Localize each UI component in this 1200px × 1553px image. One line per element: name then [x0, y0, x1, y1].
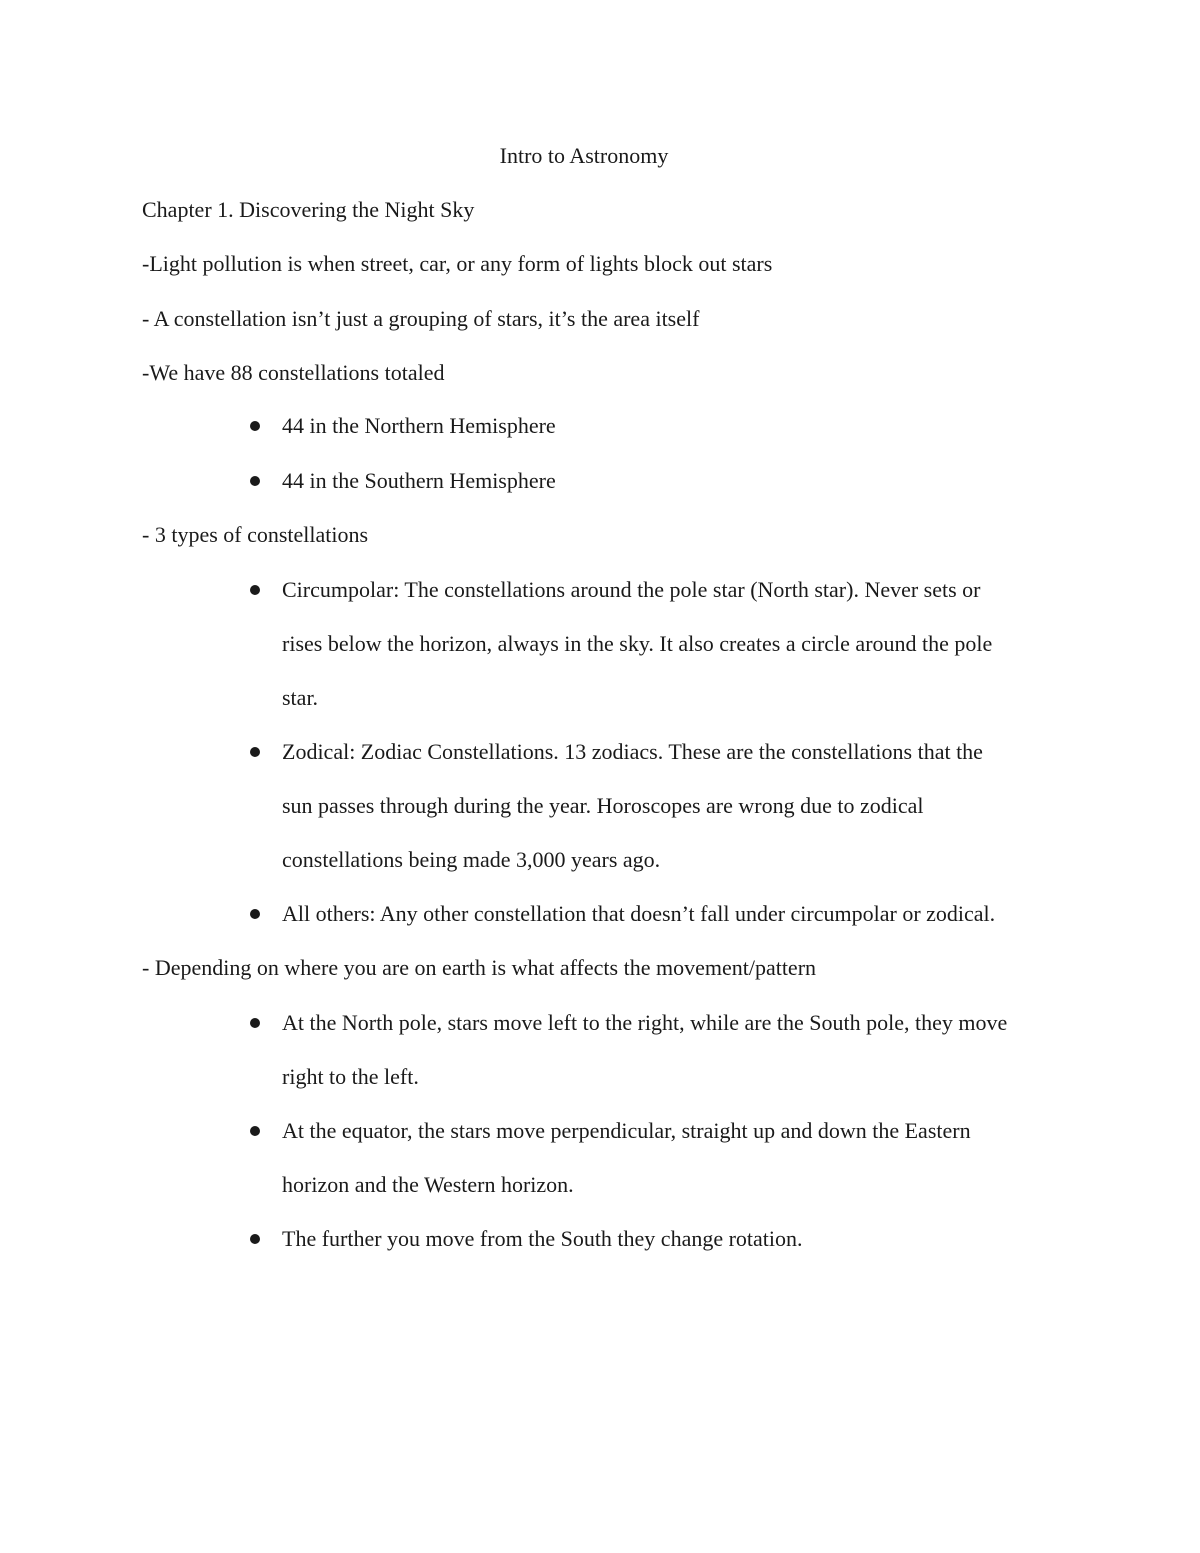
list-item-zodical-line-3: constellations being made 3,000 years ago. — [282, 847, 661, 872]
note-3-types: - 3 types of constellations — [142, 522, 369, 547]
bullet-icon — [250, 747, 260, 757]
bullet-icon — [250, 1234, 260, 1244]
list-item-northern-hemisphere: 44 in the Northern Hemisphere — [282, 413, 556, 438]
bullet-icon — [250, 421, 260, 431]
bullet-icon — [250, 1126, 260, 1136]
list-item-circumpolar-line-1: Circumpolar: The constellations around the pole star (North star). Never sets or — [282, 577, 981, 602]
list-item-circumpolar-line-3: star. — [282, 685, 319, 710]
list-item-southern-hemisphere: 44 in the Southern Hemisphere — [282, 468, 556, 493]
document-title: Intro to Astronomy — [499, 143, 669, 168]
bullet-icon — [250, 476, 260, 486]
note-88-constellations: -We have 88 constellations totaled — [142, 360, 445, 385]
list-item-further-south: The further you move from the South they change rotation. — [282, 1226, 803, 1251]
note-light-pollution: -Light pollution is when street, car, or any form of lights block out stars — [142, 251, 773, 276]
note-depending-on-location: - Depending on where you are on earth is what affects the movement/pattern — [142, 955, 817, 980]
note-constellation-area: - A constellation isn’t just a grouping of stars, it’s the area itself — [142, 306, 700, 331]
list-item-equator-line-2: horizon and the Western horizon. — [282, 1172, 574, 1197]
list-item-zodical-line-1: Zodical: Zodiac Constellations. 13 zodiacs. These are the constellations that the — [282, 739, 983, 764]
list-item-north-pole-line-2: right to the left. — [282, 1064, 419, 1089]
list-item-all-others: All others: Any other constellation that doesn’t fall under circumpolar or zodical. — [282, 901, 996, 926]
bullet-icon — [250, 1018, 260, 1028]
list-item-zodical-line-2: sun passes through during the year. Horoscopes are wrong due to zodical — [282, 793, 924, 818]
bullet-icon — [250, 909, 260, 919]
chapter-heading: Chapter 1. Discovering the Night Sky — [142, 197, 475, 222]
list-item-north-pole-line-1: At the North pole, stars move left to the right, while are the South pole, they move — [282, 1010, 1008, 1035]
list-item-equator-line-1: At the equator, the stars move perpendicular, straight up and down the Eastern — [282, 1118, 971, 1143]
list-item-circumpolar-line-2: rises below the horizon, always in the sky. It also creates a circle around the pole — [282, 631, 993, 656]
bullet-icon — [250, 585, 260, 595]
